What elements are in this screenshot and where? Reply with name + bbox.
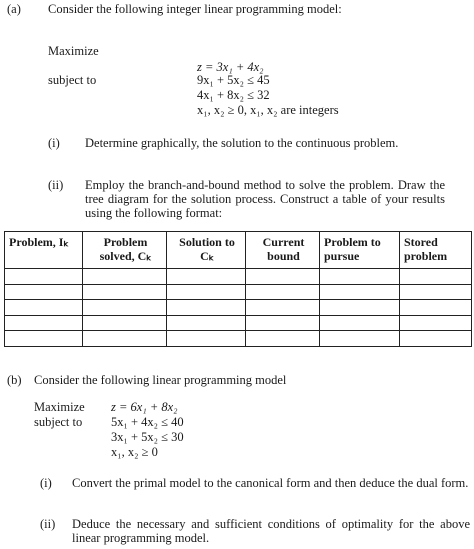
header-solution-to <box>167 232 246 269</box>
header-current-bound-line1: Current <box>262 235 305 249</box>
table-cell <box>320 331 400 347</box>
question-a-i-num: (i) <box>48 136 60 150</box>
question-b-ii-num: (ii) <box>40 517 56 531</box>
header-solution-to-line2: Cₖ <box>200 249 214 263</box>
results-table <box>4 231 472 347</box>
table-cell <box>167 331 246 347</box>
table-row <box>5 331 472 347</box>
header-stored-problem-line1: Stored <box>404 235 438 249</box>
table-cell <box>400 269 472 285</box>
question-a-ii-num: (ii) <box>48 178 64 192</box>
header-problem-to-pursue-line1: Problem to <box>324 235 381 249</box>
header-problem-solved <box>83 232 167 269</box>
header-stored-problem <box>400 232 472 269</box>
table-cell <box>5 300 83 316</box>
header-problem <box>5 232 83 269</box>
question-a-ii-text: Employ the branch-and-bound method to solve the problem. Draw the tree diagram for the solution process. Construct a table of your results using the following format: <box>85 178 445 220</box>
question-a-i-text: Determine graphically, the solution to the continuous problem. <box>85 136 399 150</box>
table-cell <box>320 300 400 316</box>
header-problem-to-pursue <box>320 232 400 269</box>
table-cell <box>83 331 167 347</box>
table-cell <box>400 331 472 347</box>
maximize-label-b: Maximize <box>34 400 85 414</box>
part-b-label: (b) <box>7 373 22 387</box>
constraint-a-2: 4x₁ + 8x₂ ≤ 32 <box>197 88 270 102</box>
part-a-label: (a) <box>7 2 21 16</box>
table-cell <box>83 300 167 316</box>
constraint-b-3: x₁, x₂ ≥ 0 <box>111 445 158 459</box>
table-cell <box>246 315 320 331</box>
part-b-intro: Consider the following linear programming model <box>34 373 287 387</box>
subject-to-label-b: subject to <box>34 415 83 429</box>
table-cell <box>5 269 83 285</box>
table-cell <box>320 269 400 285</box>
objective-b: z = 6x₁ + 8x₂ <box>111 400 178 414</box>
table-cell <box>246 284 320 300</box>
table-cell <box>400 284 472 300</box>
constraint-b-1: 5x₁ + 4x₂ ≤ 40 <box>111 415 184 429</box>
table-row <box>5 315 472 331</box>
table-cell <box>83 284 167 300</box>
constraint-a-1: 9x₁ + 5x₂ ≤ 45 <box>197 73 270 87</box>
table-row <box>5 284 472 300</box>
part-a-intro: Consider the following integer linear programming model: <box>48 2 342 16</box>
table-cell <box>400 300 472 316</box>
header-problem-line1: Problem, Iₖ <box>9 235 69 249</box>
question-b-i-num: (i) <box>40 476 52 490</box>
header-problem-solved-line2: solved, Cₖ <box>99 249 152 263</box>
table-cell <box>167 315 246 331</box>
table-cell <box>400 315 472 331</box>
constraint-a-3: x₁, x₂ ≥ 0, x₁, x₂ are integers <box>197 103 339 117</box>
table-cell <box>246 300 320 316</box>
header-problem-to-pursue-line2: pursue <box>324 249 360 263</box>
header-stored-problem-line2: problem <box>404 249 448 263</box>
table-cell <box>167 269 246 285</box>
table-cell <box>246 331 320 347</box>
table-cell <box>320 315 400 331</box>
question-b-ii-text: Deduce the necessary and sufficient conditions of optimality for the above linear programming model. <box>72 517 470 545</box>
table-cell <box>167 300 246 316</box>
table-cell <box>5 284 83 300</box>
table-cell <box>320 284 400 300</box>
header-current-bound <box>246 232 320 269</box>
header-current-bound-line2: bound <box>267 249 300 263</box>
table-cell <box>5 331 83 347</box>
table-row <box>5 269 472 285</box>
header-problem-solved-line1: Problem <box>103 235 148 249</box>
table-cell <box>167 284 246 300</box>
table-cell <box>83 315 167 331</box>
table-cell <box>83 269 167 285</box>
table-cell <box>5 315 83 331</box>
header-solution-to-line1: Solution to <box>179 235 235 249</box>
table-row <box>5 300 472 316</box>
table-header-row <box>5 232 472 269</box>
constraint-b-2: 3x₁ + 5x₂ ≤ 30 <box>111 430 184 444</box>
question-b-i-text: Convert the primal model to the canonical form and then deduce the dual form. <box>72 476 469 490</box>
objective-a: z = 3x₁ + 4x₂ <box>197 60 264 74</box>
table-cell <box>246 269 320 285</box>
subject-to-label-a: subject to <box>48 73 97 87</box>
maximize-label-a: Maximize <box>48 44 99 58</box>
